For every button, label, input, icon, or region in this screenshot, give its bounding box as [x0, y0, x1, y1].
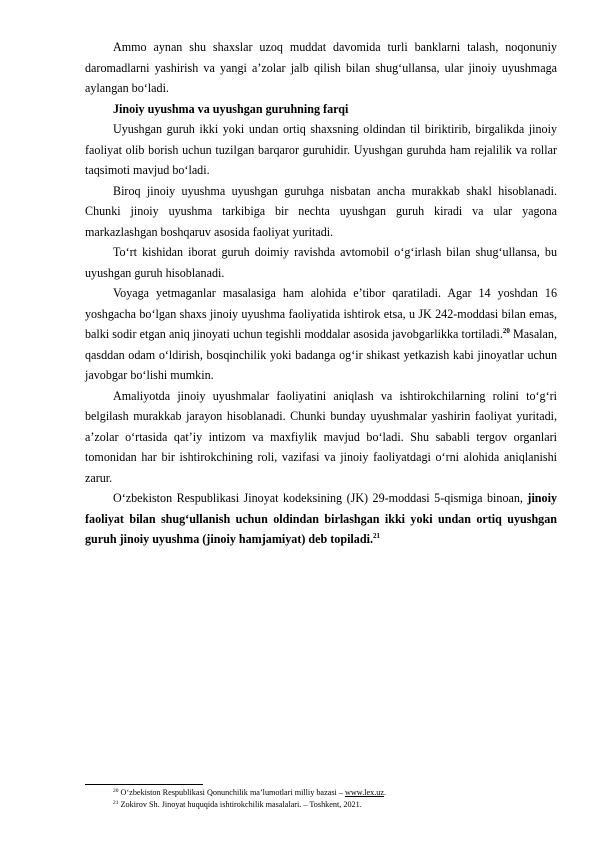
- section-heading: Jinoiy uyushma va uyushgan guruhning farqi: [113, 101, 349, 116]
- footnote-number: 20: [113, 788, 119, 794]
- footnote-21: [113, 799, 553, 811]
- paragraph-5: [85, 283, 557, 386]
- footnote-text: O‘zbekiston Respublikasi Qonunchilik ma’lumotlari milliy bazasi –: [118, 788, 345, 797]
- paragraph-3: Biroq jinoiy uyushma uyushgan guruhga nisbatan ancha murakkab shakl hisoblanadi. Chunki jinoiy uyushma tarkibiga bir nechta uyushgan guruh kiradi va ular yagona markazlashgan boshqaruv asosida faoliyat yuritadi.: [85, 183, 557, 239]
- footnotes: [113, 787, 553, 811]
- paragraph-5-text-b: Masalan, qasddan odam o‘ldirish, bosqinchilik yoki badanga og‘ir shikast yetkazish kabi jinoyatlar uchun javobgar bo‘lishi mumkin.: [85, 327, 557, 382]
- footnote-ref-21[interactable]: 21: [372, 532, 380, 540]
- paragraph-7-text-a: O‘zbekiston Respublikasi Jinoyat kodeksining (JK) 29-moddasi 5-qismiga binoan,: [113, 491, 528, 505]
- paragraph-7-bold-definition: jinoiy faoliyat bilan shug‘ullanish uchun oldindan birlashgan ikki yoki undan ortiq uyushgan guruh jinoiy uyushma (jinoiy hamjamiyat) deb topiladi: [85, 491, 557, 546]
- footnote-text-end: .: [384, 788, 387, 797]
- footnote-number: 21: [113, 800, 119, 806]
- paragraph-4: To‘rt kishidan iborat guruh doimiy ravishda avtomobil o‘g‘irlash bilan shug‘ullansa, bu uyushgan guruh hisoblanadi.: [85, 245, 557, 280]
- paragraph-6: Amaliyotda jinoiy uyushmalar faoliyatini aniqlash va ishtirokchilarning rolini to‘g‘ri belgilash murakkab jarayon hisoblanadi. Chunki bunday uyushmalar yashirin faoliyat yuritadi, a’zolar o‘rtasida qat’iy intizom va maxfiylik mavjud bo‘ladi. Shu sababli tergov organlari tomonidan har bir ishtirokchining roli, vazifasi va jinoiy faoliyatdagi o‘rni alohida aniqlanishi zarur.: [85, 388, 557, 485]
- footnote-text: Zokirov Sh. Jinoyat huquqida ishtirokchilik masalalari. – Toshkent, 2021.: [118, 800, 362, 809]
- paragraph-7-end: .: [369, 532, 373, 546]
- footnote-link[interactable]: www.lex.uz: [344, 788, 385, 797]
- footnote-20: [113, 787, 553, 799]
- paragraph-2: Uyushgan guruh ikki yoki undan ortiq shaxsning oldindan til biriktirib, birgalikda jinoiy faoliyat olib borish uchun tuzilgan barqaror guruhidir. Uyushgan guruhda ham rejalilik va rollar taqsimoti mavjud bo‘ladi.: [85, 122, 557, 177]
- paragraph-5-text-a: Voyaga yetmaganlar masalasiga ham alohida e’tibor qaratiladi. Agar 14 yoshdan 16 yoshgacha bo‘lgan shaxs jinoiy uyushma faoliyatida ishtirok etsa, u JK 242-moddasi bilan emas, balki sodir etgan aniq jinoyati uchun tegishli moddalar asosida javobgarlikka tortiladi.: [85, 286, 557, 341]
- paragraph-7: [85, 488, 557, 550]
- paragraph-1: Ammo aynan shu shaxslar uzoq muddat davomida turli banklarni talash, noqonuniy daromadlarni yashirish va yangi a’zolar jalb qilish bilan shug‘ullansa, ular jinoiy uyushmaga aylangan bo‘ladi.: [85, 40, 557, 95]
- body-text: [85, 37, 557, 550]
- footnote-divider: [85, 784, 203, 785]
- footnote-ref-20[interactable]: 20: [502, 327, 510, 335]
